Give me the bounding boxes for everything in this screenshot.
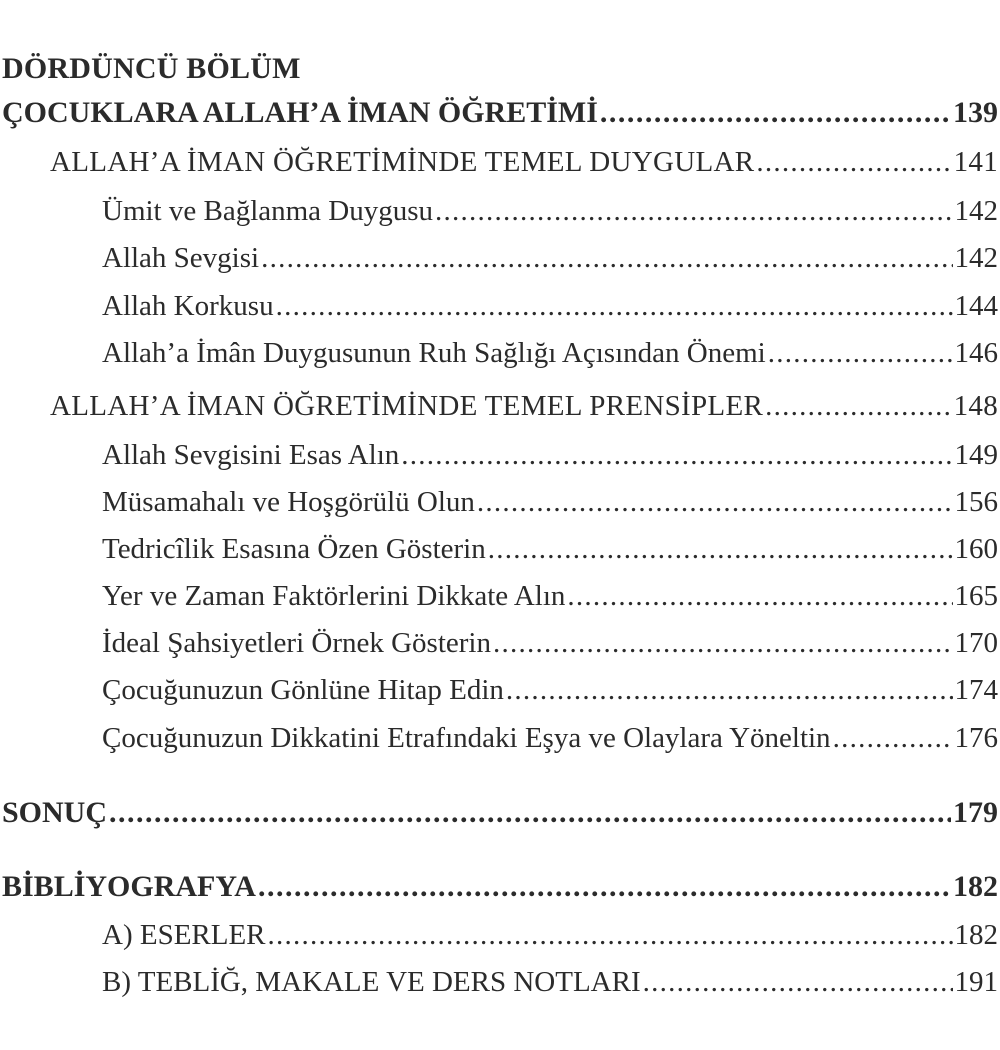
dot-leader — [435, 195, 952, 228]
toc-entry-subsection — [102, 580, 998, 613]
toc-entry-page: 182 — [954, 919, 998, 951]
toc-entry-title: Ümit ve Bağlanma Duygusu — [102, 195, 434, 227]
dot-leader — [833, 722, 953, 755]
dot-leader — [768, 337, 953, 370]
toc-entry-page: 149 — [954, 439, 998, 471]
toc-entry-subsection — [102, 627, 998, 660]
toc-entry-title: B) TEBLİĞ, MAKALE VE DERS NOTLARI — [102, 966, 641, 998]
toc-entry-title: Allah Sevgisini Esas Alın — [102, 439, 400, 471]
toc-entry-section — [50, 146, 998, 179]
dot-leader — [488, 533, 953, 566]
toc-entry-page: 191 — [954, 966, 998, 998]
toc-entry-subsection — [102, 919, 998, 952]
toc-entry-page: 142 — [954, 242, 998, 274]
toc-entry-subsection — [102, 195, 998, 228]
dot-leader — [506, 674, 953, 707]
toc-entry-page: 146 — [954, 337, 998, 369]
dot-leader — [600, 96, 951, 130]
toc-entry-title: Allah’a İmân Duygusunun Ruh Sağlığı Açısından Önemi — [102, 337, 766, 369]
dot-leader — [261, 242, 952, 275]
dot-leader — [567, 580, 952, 613]
toc-entry-page: 182 — [953, 870, 998, 903]
dot-leader — [765, 390, 951, 423]
dot-leader — [401, 439, 952, 472]
toc-entry-title: ALLAH’A İMAN ÖĞRETİMİNDE TEMEL PRENSİPLER — [50, 390, 764, 422]
toc-entry-title: Çocuğunuzun Gönlüne Hitap Edin — [102, 674, 504, 706]
toc-entry-title: Allah Korkusu — [102, 290, 274, 322]
toc-entry-bibliography — [2, 870, 998, 904]
toc-entry-subsection — [102, 439, 998, 472]
toc-entry-conclusion — [2, 796, 998, 830]
toc-entry-title: Çocuğunuzun Dikkatini Etrafındaki Eşya ve Olaylara Yöneltin — [102, 722, 831, 754]
chapter-label: DÖRDÜNCÜ BÖLÜM — [2, 52, 301, 85]
dot-leader — [276, 290, 953, 323]
toc-entry-title: Tedricîlik Esasına Özen Gösterin — [102, 533, 486, 565]
dot-leader — [493, 627, 953, 660]
toc-entry-title: ALLAH’A İMAN ÖĞRETİMİNDE TEMEL DUYGULAR — [50, 146, 755, 178]
toc-entry-chapter-title — [2, 96, 998, 130]
toc-entry-page: 170 — [954, 627, 998, 659]
toc-entry-title: Yer ve Zaman Faktörlerini Dikkate Alın — [102, 580, 566, 612]
toc-entry-page: 165 — [954, 580, 998, 612]
dot-leader — [756, 146, 951, 179]
toc-entry-page: 144 — [954, 290, 998, 322]
toc-entry-title: BİBLİYOGRAFYA — [2, 870, 256, 903]
toc-entry-title: Müsamahalı ve Hoşgörülü Olun — [102, 486, 475, 518]
toc-entry-title: A) ESERLER — [102, 919, 266, 951]
toc-entry-page: 160 — [954, 533, 998, 565]
dot-leader — [643, 966, 953, 999]
toc-entry-section — [50, 390, 998, 423]
toc-entry-title: İdeal Şahsiyetleri Örnek Gösterin — [102, 627, 491, 659]
dot-leader — [268, 919, 953, 952]
toc-entry-page: 141 — [953, 146, 998, 178]
toc-entry-page: 179 — [953, 796, 998, 829]
toc-entry-subsection — [102, 533, 998, 566]
toc-entry-page: 174 — [954, 674, 998, 706]
toc-entry-subsection — [102, 966, 998, 999]
toc-entry-subsection — [102, 486, 998, 519]
toc-entry-page: 148 — [953, 390, 998, 422]
toc-entry-page: 142 — [954, 195, 998, 227]
dot-leader — [477, 486, 953, 519]
toc-entry-page: 156 — [954, 486, 998, 518]
toc-entry-subsection — [102, 722, 998, 755]
toc-entry-page: 176 — [954, 722, 998, 754]
dot-leader — [109, 796, 951, 830]
toc-entry-title: ÇOCUKLARA ALLAH’A İMAN ÖĞRETİMİ — [2, 96, 598, 129]
dot-leader — [258, 870, 951, 904]
toc-entry-title: Allah Sevgisi — [102, 242, 260, 274]
toc-entry-title: SONUÇ — [2, 796, 108, 829]
toc-entry-subsection — [102, 242, 998, 275]
toc-entry-subsection — [102, 337, 998, 370]
toc-entry-page: 139 — [953, 96, 998, 129]
toc-entry-subsection — [102, 290, 998, 323]
toc-entry-subsection — [102, 674, 998, 707]
